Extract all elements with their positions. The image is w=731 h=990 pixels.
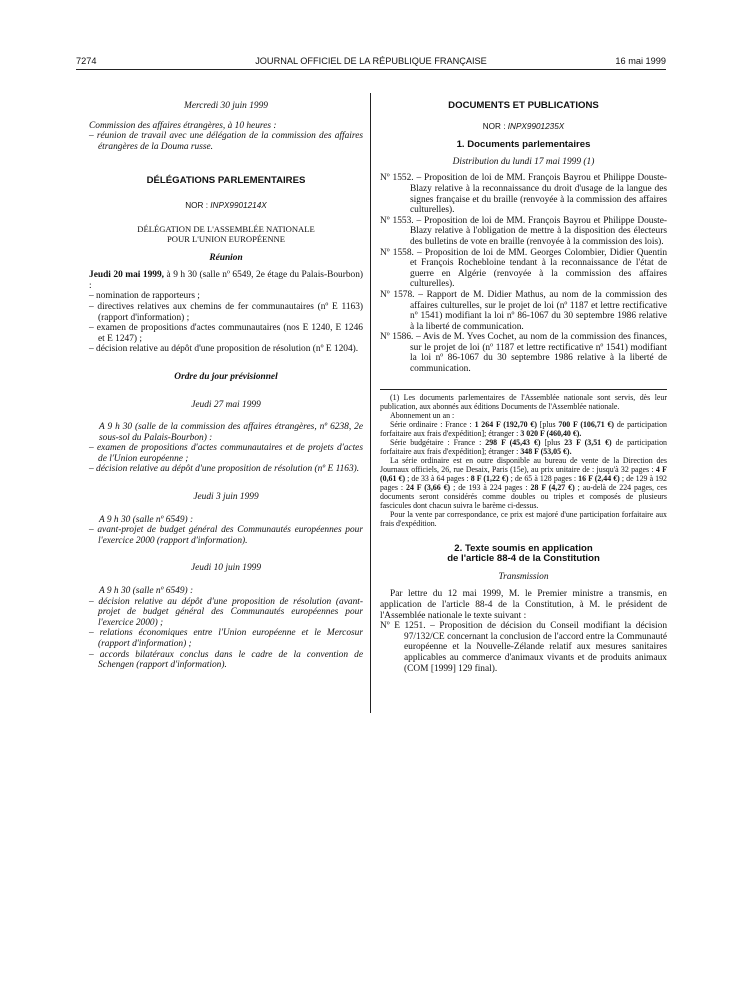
distribution-date: Distribution du lundi 17 mai 1999 (1) [452,156,595,167]
day-time: A 9 h 30 (salle nº 6549) : [99,586,194,597]
right-column [380,100,667,674]
text-entry: Nº E 1251. – Proposition de décision du Conseil modifiant la décision 97/132/CE concernant la conclusion de l'accord entre la Communauté européenne et la Nouvelle-Zélande relatif aux mesures sanitaires applicables au commerce d'animaux vivants et de produits animaux (COM [1999] 129 final). [380,621,668,674]
transmission-heading: Transmission [498,571,549,582]
meeting-item: – directives relatives aux chemins de fer communautaires (nº E 1163) (rapport d'information) ; [89,301,363,323]
meeting-item: – nomination de rapporteurs ; [89,291,200,302]
transmission-text: Par lettre du 12 mai 1999, M. le Premier ministre a transmis, en application de l'article 88-4 de la Constitution, à M. le président de l'Assemblée nationale le texte suivant : [380,589,667,621]
footnote-text: (1) Les documents parlementaires de l'Assemblée nationale sont servis, dès leur publication, aux abonnés aux éditions Documents de l'Assemblée nationale. [380,392,667,411]
footnote-rule [380,389,667,390]
footnote-text: La série ordinaire est en outre disponible au bureau de vente de la Direction des Journaux officiels, 26, rue Desaix, Paris (15e), au prix unitaire de : jusqu'à 32 pages : 4 F (0,61 €) ; de 33 à 64 pages : 8 F (1,22 €) ; de 65 à 128 pages : 16 F (2,44 €) ; de 129 à 192 pages : 24 F (3,66 €) ; de 193 à 224 pages : 28 F (4,27 €) ; au-delà de 224 pages, ces documents seront considérés comme doubles ou triples et composés de plusieurs fascicules dont chacun suivra le barème ci-dessus. [380,455,667,510]
top-item: – réunion de travail avec une délégation de la commission des affaires étrangères de la Douma russe. [89,131,363,152]
column-divider [370,93,371,713]
agenda-item: – décision relative au dépôt d'une proposition de résolution (nº E 1163). [89,464,360,475]
document-entry: Nº 1578. – Rapport de M. Didier Mathus, au nom de la commission des affaires culturelles, sur le projet de loi (nº 1187 et lettre rectificative nº 1541) modifiant la loi nº 86-1067 du 30 septembre 1986 relative à la liberté de communication. [380,289,667,332]
subsection-title: 1. Documents parlementaires [456,139,591,151]
footnote-text: Série budgétaire : France : 298 F (45,43 €) [plus 23 F (3,51 €) de participation forfaitaire aux frais d'expédition]; étranger : 348 F (53,05 €). [380,437,667,456]
agenda-item: – examen de propositions d'actes communautaires et de projets d'actes de l'Union européenne ; [89,443,363,464]
reunion-heading: Réunion [209,252,243,263]
section-title-delegations: DÉLÉGATIONS PARLEMENTAIRES [146,175,306,187]
document-entry: Nº 1552. – Proposition de loi de MM. François Bayrou et Philippe Douste-Blazy relative à la reconnaissance du droit d'usage de la langue des signes française et du braille (renvoyée à la commission des affaires culturelles). [380,173,667,216]
nor-reference: NOR : INPX9901214X [185,200,267,210]
documents-list [380,173,667,374]
agenda-item: – décision relative au dépôt d'une proposition de résolution (avant-projet de budget général des Communautés européennes pour l'exercice 2000) ; [89,596,363,628]
day-time: A 9 h 30 (salle nº 6549) : [99,514,194,525]
agenda-item: – relations économiques entre l'Union européenne et le Mercosur (rapport d'information) ; [89,628,363,649]
day-heading: Jeudi 3 juin 1999 [193,492,259,503]
top-date: Mercredi 30 juin 1999 [184,101,268,111]
issue-date: 16 mai 1999 [615,56,666,66]
footnote [380,393,667,528]
page-number: 7274 [76,56,97,66]
left-column [89,100,363,671]
running-header [76,56,666,70]
footnote-text: Abonnement un an : [390,410,455,420]
journal-title: JOURNAL OFFICIEL DE LA RÉPUBLIQUE FRANÇAISE [255,56,487,66]
nor-reference: NOR : INPX9901235X [482,121,565,131]
delegation-line2: POUR L'UNION EUROPÉENNE [166,233,286,244]
header-rule [76,69,666,70]
ordre-du-jour-heading: Ordre du jour prévisionnel [174,371,278,382]
agenda-item: – avant-projet de budget général des Communautés européennes pour l'exercice 2000 (rapport d'information). [89,525,363,546]
day-time: A 9 h 30 (salle de la commission des affaires étrangères, nº 6238, 2e sous-sol du Palais-Bourbon) : [99,422,363,443]
document-entry: Nº 1558. – Proposition de loi de MM. Georges Colombier, Didier Quentin et François Rochebloine tendant à la reconnaissance de l'état de guerre en Algérie (renvoyée à la commission des affaires culturelles). [380,247,668,290]
subsection-title-line2: de l'article 88-4 de la Constitution [447,553,600,565]
section-title-documents: DOCUMENTS ET PUBLICATIONS [448,100,599,111]
top-commission: Commission des affaires étrangères, à 10 heures : [89,120,277,131]
subsection-title-line1: 2. Texte soumis en application [454,542,593,554]
day-heading: Jeudi 10 juin 1999 [190,563,262,574]
footnote-text: Pour la vente par correspondance, ce prix est majoré d'une participation forfaitaire aux frais d'expédition. [380,509,667,528]
document-entry: Nº 1586. – Avis de M. Yves Cochet, au nom de la commission des finances, sur le projet de loi (nº 1187 et lettre rectificative nº 1541) modifiant la loi nº 86-1067 du 30 septembre 1986 relative à la liberté de communication. [380,332,668,375]
meeting-item: – examen de propositions d'actes communautaires (nos E 1240, E 1246 et E 1247) ; [89,323,363,344]
agenda-item: – accords bilatéraux conclus dans le cadre de la convention de Schengen (rapport d'information). [89,649,363,671]
meeting-intro: Jeudi 20 mai 1999, à 9 h 30 (salle nº 6549, 2e étage du Palais-Bourbon) : [89,270,363,291]
delegation-line1: DÉLÉGATION DE L'ASSEMBLÉE NATIONALE [137,223,315,234]
document-entry: Nº 1553. – Proposition de loi de MM. François Bayrou et Philippe Douste-Blazy relative à l'obligation de mettre à la disposition des électeurs des bulletins de vote en braille (renvoyée à la commission des lois). [380,215,667,247]
meeting-item: – décision relative au dépôt d'une proposition de résolution (nº E 1204). [89,344,359,355]
day-heading: Jeudi 27 mai 1999 [191,399,261,410]
footnote-text: Série ordinaire : France : 1 264 F (192,70 €) [plus 700 F (106,71 €) de participation forfaitaire aux frais d'expédition]; étranger : 3 020 F (460,40 €). [380,419,667,438]
